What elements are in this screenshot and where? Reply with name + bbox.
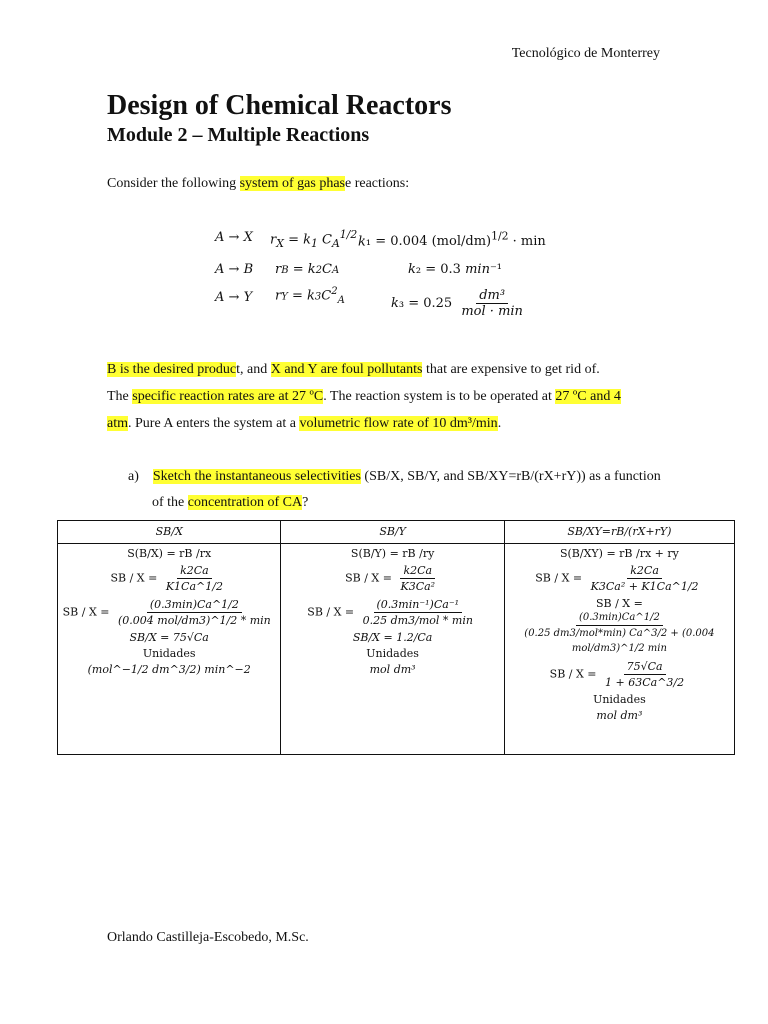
table-cell-sbxy	[504, 544, 734, 755]
table-cell-sby	[281, 544, 504, 755]
den-sby: K3Ca²	[400, 580, 436, 593]
formula-sby-2	[281, 597, 503, 628]
selectivity-table	[57, 520, 735, 755]
question-highlight: Sketch the instantaneous selectivities	[152, 469, 361, 484]
para-text: that are expensive to get rid of.	[422, 362, 600, 377]
rate-constant-2: k₂ = 0.3 min⁻¹	[408, 262, 503, 277]
num-sby-2: (0.3min⁻¹)Ca⁻¹	[374, 597, 463, 613]
question-line-2	[152, 495, 308, 511]
lhs-sbxy-2: SB / X =	[595, 597, 643, 610]
units-sbx: (mol^−1/2 dm^3/2) min^−2	[87, 663, 251, 676]
table-header-sbx: SB/X	[58, 521, 281, 544]
rate-law-2: rB = k2CA	[275, 262, 340, 277]
formula-sbx-1	[58, 563, 280, 594]
units-sby: mol dm³	[369, 663, 416, 676]
rate-constant-3: k₃ = 0.25 $\frac{\text{dm³}}{\text{mol · min}}$	[391, 288, 523, 319]
result-sby: SB/X = 1.2/Ca	[352, 631, 433, 644]
definition-sby: S(B/Y) = rB /ry	[350, 547, 435, 560]
den-sbx-2: (0.004 mol/dm3)^1/2 * min	[118, 614, 271, 627]
question-text-3: ?	[302, 495, 309, 510]
paragraph-line-3	[107, 416, 501, 432]
formula-sby-1	[281, 563, 503, 594]
den-sbxy: K3Ca² + K1Ca^1/2	[590, 580, 699, 593]
units-label-sbx: Unidades	[142, 647, 196, 660]
den-sby-2: 0.25 dm3/mol * min	[362, 614, 473, 627]
num-result-sbxy: 75√Ca	[624, 659, 666, 675]
den-sbx: K1Ca^1/2	[165, 580, 223, 593]
para-text: . The reaction system is to be operated at	[323, 389, 556, 404]
question-line-1	[128, 469, 661, 485]
lhs-sbxy-3: SB / X =	[549, 667, 597, 681]
units-label-sby: Unidades	[366, 647, 419, 660]
den-result-sbxy: 1 + 63Ca^3/2	[605, 676, 685, 689]
units-sbxy: mol dm³	[596, 709, 643, 722]
intro-pre: Consider the following	[107, 176, 240, 191]
rate-law-3: rY = $k3C^2_A$	[275, 286, 345, 306]
highlight-conditions: 27 ºC and 4	[555, 389, 621, 404]
intro-post: e reactions:	[345, 176, 410, 191]
lhs-sby: SB / X =	[345, 571, 392, 585]
question-text: (SB/X, SB/Y, and SB/XY=rB/(rX+rY)) as a function	[360, 469, 661, 484]
lhs-sbx-2: SB / X =	[62, 605, 110, 619]
num-sby: k2Ca	[400, 563, 435, 579]
rate-constant-1: k₁ = 0.004 $(mol/dm)^{1/2} \cdot \min$	[358, 230, 546, 250]
num-sbx-2: (0.3min)Ca^1/2	[147, 597, 242, 613]
para-text: The	[107, 389, 133, 404]
rate-law-1: $r_X = k_1$ $C_A^{1/2}$	[270, 228, 358, 250]
intro-highlight: system of gas phas	[239, 176, 345, 191]
para-text: . Pure A enters the system at a	[128, 416, 300, 431]
formula-sbxy-1	[505, 563, 734, 594]
units-label-sbxy: Unidades	[593, 693, 646, 706]
lhs-sby-2: SB / X =	[307, 605, 355, 619]
question-label: a)	[128, 469, 139, 484]
para-text: t, and	[236, 362, 271, 377]
para-text: .	[497, 416, 502, 431]
paragraph-line-1	[107, 362, 600, 378]
formula-sbx-2	[58, 597, 280, 628]
num-sbx: k2Ca	[177, 563, 212, 579]
reaction-3: A → Y	[215, 290, 253, 305]
intro-text	[107, 176, 409, 192]
institution-header: Tecnológico de Monterrey	[511, 46, 660, 61]
reaction-1: A → X	[215, 230, 253, 245]
definition-sbxy: S(B/XY) = rB /rx + ry	[559, 547, 679, 560]
lhs-sbxy: SB / X =	[535, 571, 583, 585]
definition-sbx: S(B/X) = rB /rx	[127, 547, 212, 560]
author-footer: Orlando Castilleja-Escobedo, M.Sc.	[107, 930, 309, 945]
num-sbxy: k2Ca	[627, 563, 662, 579]
highlight-rates: specific reaction rates are at 27 ºC	[132, 389, 324, 404]
highlight-pollutants: X and Y are foul pollutants	[270, 362, 423, 377]
table-header-sby: SB/Y	[281, 521, 504, 544]
result-sbx: SB/X = 75√Ca	[129, 631, 209, 644]
table-header-sbxy: SB/XY=rB/(rX+rY)	[504, 521, 734, 544]
result-sbxy	[505, 659, 734, 690]
formula-sbxy-2	[505, 597, 734, 656]
highlight-atm: atm	[107, 416, 128, 431]
question-text-2: of the	[152, 495, 188, 510]
table-cell-sbx	[58, 544, 281, 755]
page-title: Design of Chemical Reactors	[107, 90, 452, 121]
num-sbxy-2: (0.3min)Ca^1/2	[576, 610, 663, 626]
page-subtitle: Module 2 – Multiple Reactions	[107, 124, 370, 146]
highlight-desired-product: B is the desired produc	[107, 362, 237, 377]
highlight-flow-rate: volumetric flow rate of 10 dm³/min	[299, 416, 498, 431]
lhs-sbx: SB / X =	[110, 571, 158, 585]
reaction-2: A → B	[215, 262, 254, 277]
question-highlight-2: concentration of CA	[187, 495, 303, 510]
paragraph-line-2	[107, 389, 621, 405]
den-sbxy-2: (0.25 dm3/mol*min) Ca^3/2 + (0.004 mol/dm3)^1/2 min	[524, 628, 715, 654]
